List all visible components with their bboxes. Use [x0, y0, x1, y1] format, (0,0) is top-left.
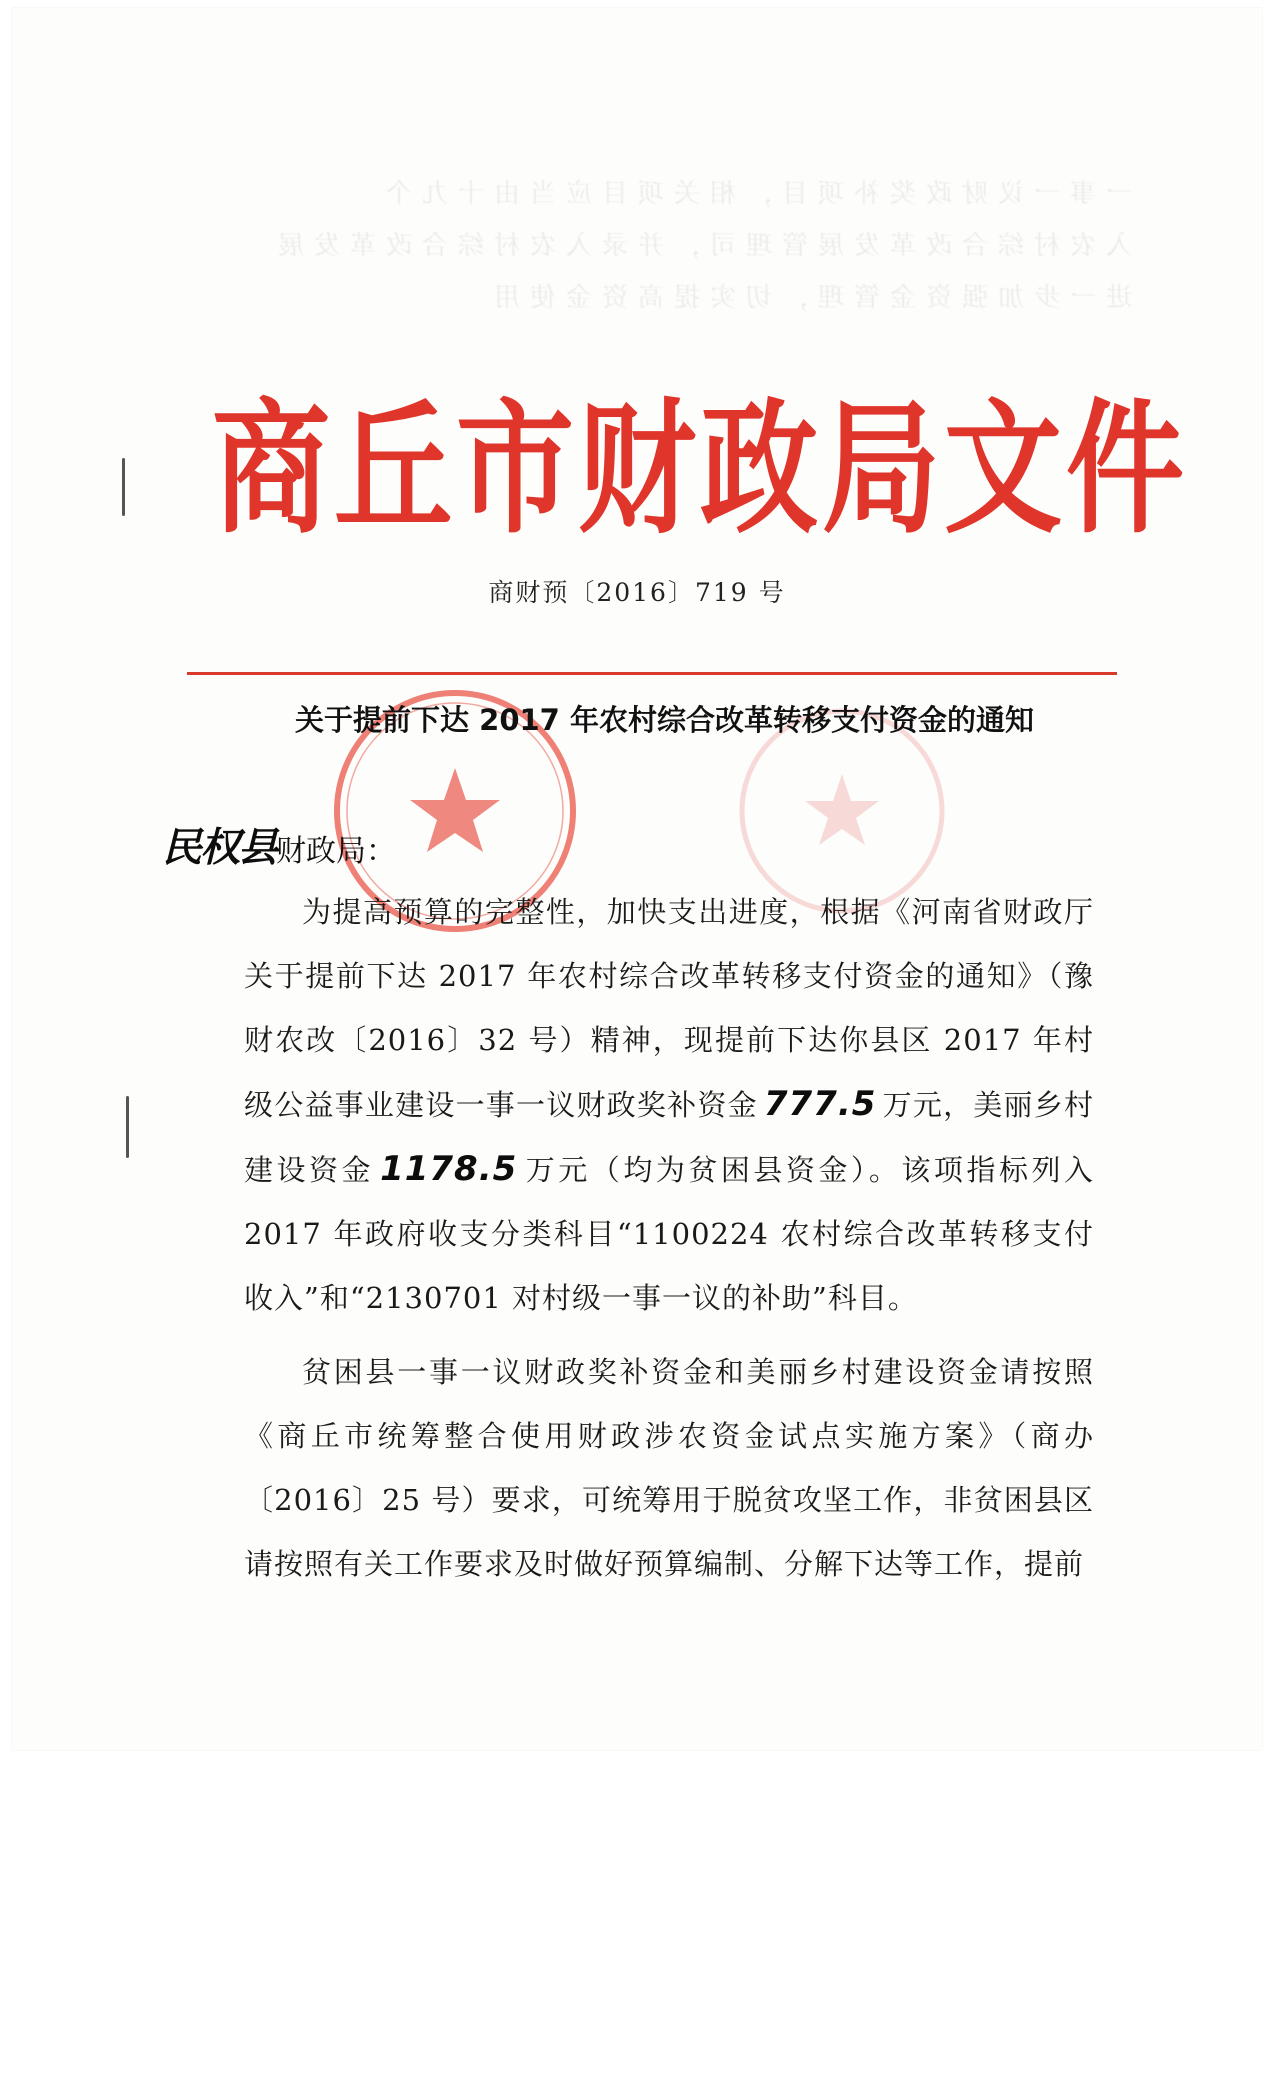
staple-mark-top: [122, 458, 125, 516]
document-page: [12, 8, 1262, 1750]
staple-mark-bottom: [126, 1096, 129, 1158]
red-separator-rule: [187, 672, 1117, 675]
seal-star-icon: [410, 768, 500, 852]
body-paragraph-1: 为提高预算的完整性，加快支出进度，根据《河南省财政厅关于提前下达 2017 年农村综合改革转移支付资金的通知》（豫财农改〔2016〕32 号）精神，现提前下达你县区 2017 年村级公益事业建设一事一议财政奖补资金 777.5 万元，美丽乡村建设资金 1178.5 万元（均为贫困县资金）。该项指标列入 2017 年政府收支分类科目“1100224 农村综合改革转移支付收入”和“2130701 对村级一事一议的补助”科目。: [244, 895, 1094, 1315]
faded-seal-star-icon: [805, 774, 879, 845]
notice-body: [244, 880, 1094, 1596]
body-paragraph-2: 贫困县一事一议财政奖补资金和美丽乡村建设资金请按照《商丘市统筹整合使用财政涉农资金试点实施方案》（商办〔2016〕25 号）要求，可统筹用于脱贫攻坚工作，非贫困县区请按照有关工作要求及时做好预算编制、分解下达等工作，提前: [244, 1355, 1094, 1581]
handwritten-amount-beautiful-village: 1178.5: [380, 1149, 518, 1189]
document-number: 商财预〔2016〕719 号: [488, 578, 786, 607]
masthead-title: 商丘市财政局文件: [212, 383, 1189, 554]
salutation-suffix: 财政局：: [276, 834, 396, 869]
handwritten-amount-village: 777.5: [763, 1084, 877, 1124]
reverse-side-bleed-through: 一事一议财政奖补项目，相关项目应当由十九个 入农村综合改革发展管理司，并录入农村综合改革发展 进一步加强资金管理，切实提高资金使用: [267, 179, 1132, 313]
handwritten-recipient: 民权县: [162, 825, 276, 871]
notice-title: 关于提前下达 2017 年农村综合改革转移支付资金的通知: [295, 703, 1034, 737]
salutation: [162, 816, 396, 873]
